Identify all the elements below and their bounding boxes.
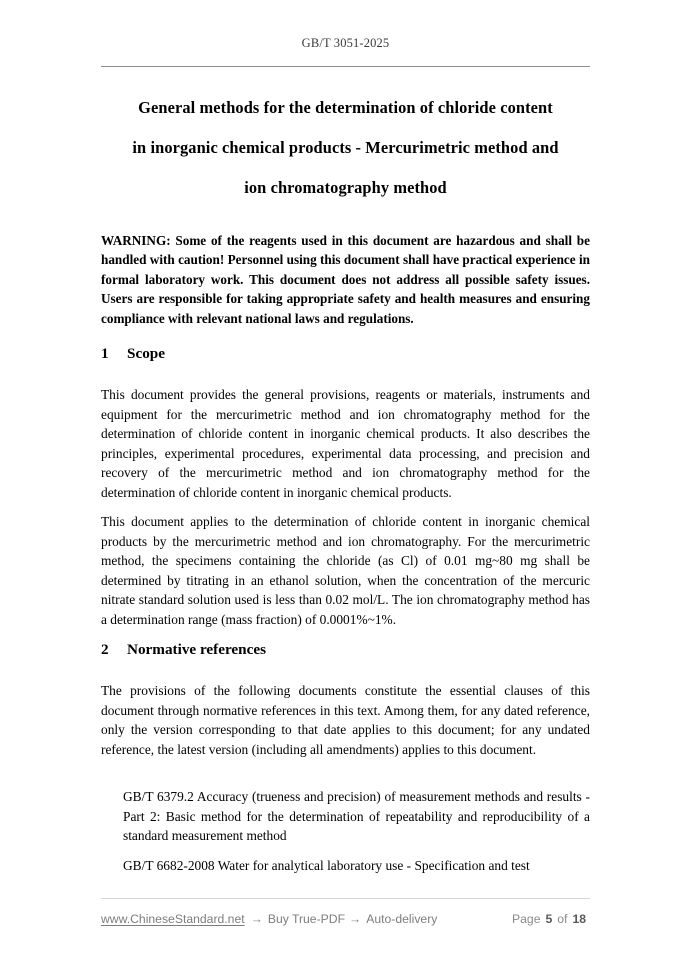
footer-promo-buy-true-pdf: Buy True-PDF (267, 912, 346, 926)
scope-paragraph-2: This document applies to the determination of chloride content in inorganic chemical products by the mercurimetric method and ion chromatography. For the mercurimetric method, the specimens containing the chloride (as Cl) of 0.01 mg~80 mg shall be determined by titrating in an ethanol solution, when the concentration of the mercuric nitrate standard solution used is less than 0.02 mol/L. The ion chromatography method has a determination range (mass fraction) of 0.0001%~1%. (101, 514, 590, 627)
footer-promo-auto-delivery: Auto-delivery (366, 912, 438, 926)
document-title-line-2: in inorganic chemical products - Mercurimetric method and (132, 138, 559, 157)
total-page-count: 18 (572, 912, 586, 926)
standard-number-header: GB/T 3051-2025 (301, 36, 390, 50)
footer-divider (101, 898, 590, 899)
arrow-right-icon: → (250, 912, 263, 926)
section-heading-normative-references (101, 640, 590, 660)
page-footer (101, 908, 590, 930)
warning-notice: WARNING: Some of the reagents used in this document are hazardous and shall be handled with caution! Personnel using this document shall have practical experience in formal laboratory work. This document does not address all possible safety issues. Users are responsible for taking appropriate safety and health measures and ensuring compliance with relevant national laws and regulations. (101, 233, 590, 326)
current-page-number: 5 (545, 912, 553, 926)
document-title (101, 88, 590, 208)
of-label: of (557, 912, 568, 926)
reference-entry: GB/T 6379.2 Accuracy (trueness and precision) of measurement methods and results - Part 2: Basic method for the determination of repeatability and reproducibility of a standard measurement method (123, 789, 590, 844)
normative-references-paragraph-1: The provisions of the following documents constitute the essential clauses of this document through normative references in this text. Among them, for any dated reference, only the version corresponding to that date applies to this document; for any undated reference, the latest version (including all amendments) applies to this document. (101, 683, 590, 757)
section-title-2: Normative references (127, 641, 267, 658)
page-number-indicator (510, 912, 590, 926)
section-number-2: 2 (101, 641, 109, 658)
document-title-line-3: ion chromatography method (244, 178, 447, 197)
page-label: Page (512, 912, 541, 926)
scope-paragraph-1: This document provides the general provisions, reagents or materials, instruments and equipment for the mercurimetric method and ion chromatography method for the determination of chloride content in inorganic chemical products. It also describes the principles, experimental procedures, experimental data processing, and precision and recovery of the mercurimetric method and ion chromatography method for the determination of chloride content in inorganic chemical products. (101, 387, 590, 500)
document-title-line-1: General methods for the determination of chloride content (138, 98, 553, 117)
section-title-1: Scope (127, 345, 165, 362)
arrow-right-icon: → (349, 912, 362, 926)
header-divider (101, 66, 590, 67)
reference-entry: GB/T 6682-2008 Water for analytical laboratory use - Specification and test (123, 858, 530, 873)
website-link[interactable]: www.ChineseStandard.net (101, 912, 245, 926)
section-heading-scope (101, 344, 590, 364)
section-number-1: 1 (101, 345, 109, 362)
footer-promo-group (101, 912, 437, 926)
page-header (101, 34, 590, 52)
